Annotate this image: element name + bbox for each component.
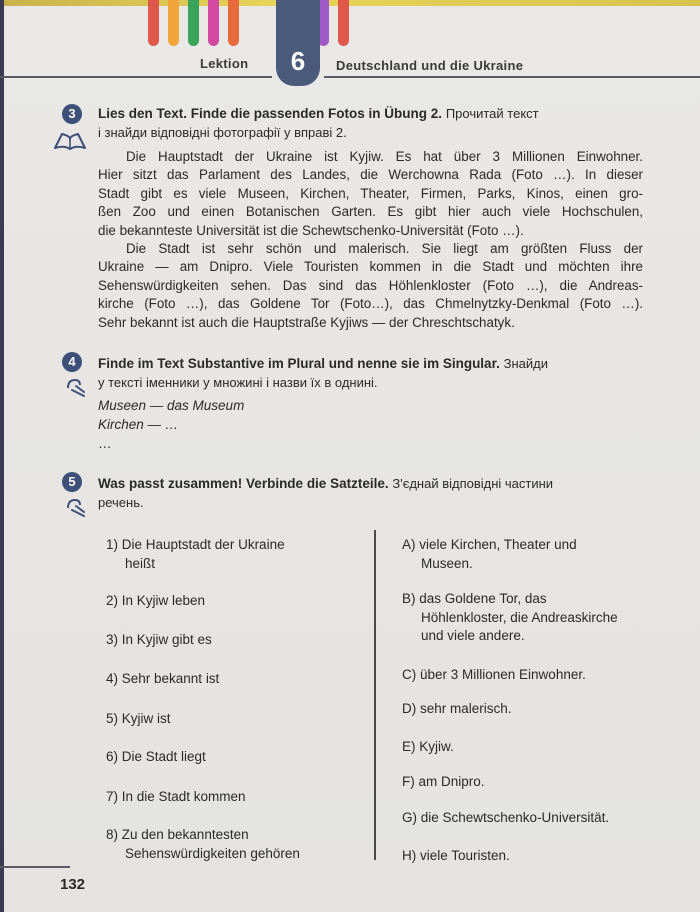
- exercise-4-task-ua-2: у тексті іменники у множині і назви їх в однині.: [98, 375, 378, 390]
- writing-hand-icon: [64, 496, 88, 518]
- right-match-item: [402, 773, 485, 792]
- right-match-item-line: D) sehr malerisch.: [402, 701, 512, 716]
- text-line: die bekannteste Universität ist die Schewtschenko-Universität (Foto …).: [98, 222, 524, 238]
- exercise-5-task-de: Was passt zusammen! Verbinde die Satzteile.: [98, 476, 389, 491]
- text-line: kirche (Foto …), das Goldene Tor (Foto…), das Chmelnytzky-Denkmal (Foto …).: [98, 296, 643, 312]
- exercise-5-task-ua-1: З'єднай відповідні частини: [392, 476, 554, 491]
- exercise-3-number: 3: [62, 104, 82, 124]
- right-match-item-line: B) das Goldene Tor, das: [402, 591, 547, 606]
- text-line: Sehr bekannt ist auch die Hauptstraße Kyjiws — der Chreschtschatyk.: [98, 314, 515, 330]
- footer-rule: [0, 866, 70, 868]
- left-match-item-line: heißt: [125, 555, 156, 571]
- right-match-item-line: Museen.: [421, 555, 473, 571]
- exercise-3-task-de: Lies den Text. Finde die passenden Fotos in Übung 2.: [98, 106, 443, 121]
- open-book-icon: [52, 130, 88, 152]
- right-match-item: [402, 666, 586, 685]
- column-divider: [374, 530, 376, 860]
- text-line: Die Hauptstadt der Ukraine ist Kyjiw. Es hat über 3 Millionen Einwohner.: [126, 149, 643, 164]
- writing-hand-icon: [64, 376, 88, 398]
- top-color-band: [0, 0, 700, 6]
- left-edge-stripe: [0, 0, 4, 912]
- color-bar: [208, 0, 219, 46]
- color-bar: [338, 0, 349, 46]
- text-line: ßen Zoo und einen Botanischen Garten. Es gibt hier auch viele Hochschulen,: [98, 204, 643, 220]
- exercise-3-text: [98, 148, 643, 332]
- left-match-item-line: 4) Sehr bekannt ist: [106, 671, 220, 686]
- left-match-item-line: 6) Die Stadt liegt: [106, 749, 206, 764]
- right-match-item-line: Höhlenkloster, die Andreaskirche: [421, 609, 618, 625]
- color-bar: [228, 0, 239, 46]
- text-line: Sehenswürdigkeiten sehen. Das sind das Höhlenkloster (Foto …), die Andreas-: [98, 277, 643, 293]
- left-match-item-line: 7) In die Stadt kommen: [106, 789, 246, 804]
- right-match-item: [402, 809, 609, 828]
- right-match-item-line: G) die Schewtschenko-Universität.: [402, 810, 610, 825]
- right-match-item-line: F) am Dnipro.: [402, 774, 485, 789]
- left-match-item-line: Sehenswürdigkeiten gehören: [125, 845, 300, 861]
- text-line: Die Stadt ist sehr schön und malerisch. Sie liegt am größten Fluss der: [126, 241, 643, 257]
- exercise-4-task: [98, 354, 548, 392]
- exercise-4-examples: [98, 396, 244, 453]
- page-number: 132: [60, 876, 86, 893]
- left-match-item-line: 8) Zu den bekanntesten: [106, 827, 249, 842]
- left-match-item: [106, 748, 206, 767]
- right-match-item-line: E) Kyjiw.: [402, 739, 454, 754]
- left-match-item: [106, 670, 219, 689]
- left-match-item: [106, 592, 205, 611]
- exercise-3-task-ua-2: і знайди відповідні фотографії у вправі 2.: [98, 125, 347, 140]
- right-match-item: [402, 700, 512, 719]
- text-line: Ukraine — am Dnipro. Viele Touristen kommen in die Stadt und möchten ihre: [98, 259, 643, 275]
- right-match-item-line: A) viele Kirchen, Theater und: [402, 537, 577, 552]
- example-line-2: Kirchen — …: [98, 417, 179, 432]
- right-match-item-line: H) viele Touristen.: [402, 848, 510, 863]
- left-match-item-line: 5) Kyjiw ist: [106, 711, 171, 726]
- left-match-item-line: 2) In Kyjiw leben: [106, 593, 206, 608]
- exercise-5-number: 5: [62, 472, 82, 492]
- exercise-3-task: [98, 104, 539, 142]
- left-match-item: [106, 536, 285, 573]
- text-line: Stadt gibt es viele Museen, Kirchen, Theater, Firmen, Parks, Kinos, einen gro-: [98, 185, 643, 201]
- header-rule-right: [324, 76, 700, 78]
- right-match-item: [402, 738, 454, 757]
- right-match-item-line: C) über 3 Millionen Einwohner.: [402, 667, 586, 682]
- left-match-item-line: 3) In Kyjiw gibt es: [106, 632, 212, 647]
- color-bar: [188, 0, 199, 46]
- chapter-title: Deutschland und die Ukraine: [336, 58, 524, 73]
- right-match-item: [402, 847, 510, 866]
- exercise-4-task-de: Finde im Text Substantive im Plural und nenne sie im Singular.: [98, 356, 500, 371]
- left-match-item: [106, 710, 171, 729]
- right-match-item: [402, 536, 577, 573]
- right-match-item: [402, 590, 618, 646]
- color-bar: [148, 0, 159, 46]
- exercise-3-task-ua-1: Прочитай текст: [445, 106, 539, 121]
- lektion-label: Lektion: [200, 56, 249, 71]
- exercise-4-number: 4: [62, 352, 82, 372]
- right-match-item-line: und viele andere.: [421, 628, 525, 643]
- header-rule-left: [0, 76, 272, 78]
- left-match-item-line: 1) Die Hauptstadt der Ukraine: [106, 537, 285, 552]
- color-bar: [168, 0, 179, 46]
- left-match-item: [106, 826, 300, 863]
- lesson-number: 6: [290, 46, 306, 76]
- example-ellipsis: …: [98, 436, 112, 451]
- text-line: Hier sitzt das Parlament des Landes, die Werchowna Rada (Foto …). In dieser: [98, 167, 643, 183]
- exercise-5-task: [98, 474, 553, 512]
- left-match-item: [106, 788, 246, 807]
- example-line-1: Museen — das Museum: [98, 398, 245, 413]
- left-match-item: [106, 631, 212, 650]
- exercise-5-task-ua-2: речень.: [98, 495, 144, 510]
- exercise-4-task-ua-1: Знайди: [503, 356, 548, 371]
